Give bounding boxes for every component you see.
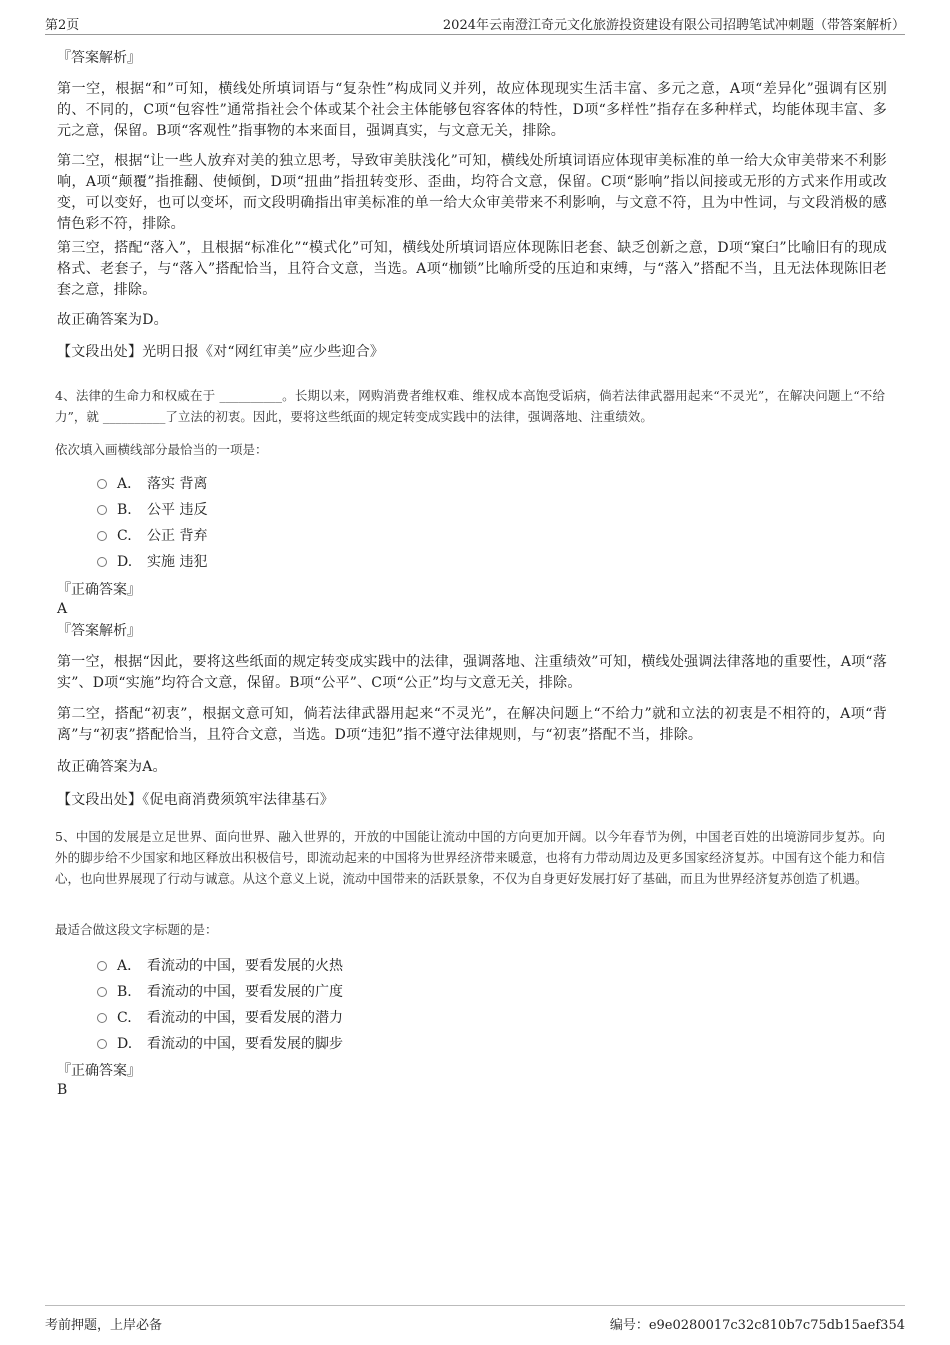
q3-analysis-p2: 第二空，根据“让一些人放弃对美的独立思考，导致审美肤浅化”可知，横线处所填词语应体现审美标准的单一给大众审美带来不利影响，A项“颠覆”指推翻、使倾倒，D项“扭曲”指扭转变形、歪曲，均符合文意，保留。C项“影响”指以间接或无形的方式来作用或改变，可以变好，也可以变坏，而文段明确指出审美标准的单一给大众审美带来不利影响，与文意不符，且为中性词，与文段消极的感情色彩不符，排除。 <box>57 153 887 232</box>
option-letter: D. <box>117 554 133 570</box>
q5-answer-heading: 『正确答案』 <box>57 1063 141 1079</box>
q4-source: 【文段出处】《促电商消费须筑牢法律基石》 <box>57 792 334 808</box>
q3-conclusion: 故正确答案为D。 <box>57 312 168 328</box>
q4-option-a[interactable] <box>97 474 207 494</box>
q5-question-text: 5、中国的发展是立足世界、面向世界、融入世界的，开放的中国能让流动中国的方向更加开阔。以今年春节为例，中国老百姓的出境游同步复苏。向外的脚步给不少国家和地区释放出积极信号，即流动起来的中国将为世界经济带来暖意，也将有力带动周边及更多国家经济复苏。中国有这个能力和信心，也向世界展现了行动与诚意。从这个意义上说，流动中国带来的活跃景象，不仅为自身更好发展打好了基础，而且为世界经济复苏创造了机遇。 <box>55 829 885 886</box>
option-text: 落实 背离 <box>147 476 208 492</box>
q4-analysis-p2: 第二空，搭配“初衷”，根据文意可知，倘若法律武器用起来“不灵光”，在解决问题上“不给力”就和立法的初衷是不相符的，A项“背离”与“初衷”搭配恰当，且符合文意，当选。D项“违犯”指不遵守法律规则，与“初衷”搭配不当，排除。 <box>57 706 887 743</box>
page-footer <box>45 1305 905 1332</box>
option-letter: A． <box>117 476 142 492</box>
q5-answer: B <box>57 1082 68 1098</box>
q4-option-b[interactable] <box>97 500 207 520</box>
option-text: 公平 违反 <box>147 502 208 518</box>
option-letter: B. <box>117 502 132 518</box>
q5-prompt: 最适合做这段文字标题的是： <box>55 922 218 937</box>
radio-icon[interactable] <box>97 531 107 541</box>
q4-answer-heading: 『正确答案』 <box>57 582 141 598</box>
radio-icon[interactable] <box>97 1013 107 1023</box>
radio-icon[interactable] <box>97 479 107 489</box>
q4-analysis-p1: 第一空，根据“因此，要将这些纸面的规定转变成实践中的法律，强调落地、注重绩效”可知，横线处强调法律落地的重要性，A项“落实”、D项“实施”均符合文意，保留。B项“公平”、C项“公正”均与文意无关，排除。 <box>57 654 887 691</box>
q4-prompt: 依次填入画横线部分最恰当的一项是： <box>55 442 268 457</box>
q4-option-d[interactable] <box>97 552 207 572</box>
radio-icon[interactable] <box>97 1039 107 1049</box>
radio-icon[interactable] <box>97 987 107 997</box>
q3-source: 【文段出处】光明日报《对“网红审美”应少些迎合》 <box>57 344 385 360</box>
q3-analysis-p3: 第三空，搭配“落入”，且根据“标准化”“模式化”可知，横线处所填词语应体现陈旧老套、缺乏创新之意，D项“窠臼”比喻旧有的现成格式、老套子，与“落入”搭配恰当，且符合文意，当选。A项“枷锁”比喻所受的压迫和束缚，与“落入”搭配不当，且无法体现陈旧老套之意，排除。 <box>57 240 887 298</box>
radio-icon[interactable] <box>97 961 107 971</box>
q5-option-d[interactable] <box>97 1034 343 1054</box>
q3-analysis-p1: 第一空，根据“和”可知，横线处所填词语与“复杂性”构成同义并列，故应体现现实生活丰富、多元之意，A项“差异化”强调有区别的、不同的，C项“包容性”通常指社会个体或某个社会主体能够包容客体的特性，D项“多样性”指存在多种样式，均能体现丰富、多元之意，保留。B项“客观性”指事物的本来面目，强调真实，与文意无关，排除。 <box>57 81 887 139</box>
option-text: 看流动的中国，要看发展的潜力 <box>147 1010 343 1026</box>
option-text: 公正 背弃 <box>147 528 208 544</box>
q4-conclusion: 故正确答案为A。 <box>57 759 167 775</box>
radio-icon[interactable] <box>97 505 107 515</box>
option-letter: A． <box>117 958 142 974</box>
q4-answer: A <box>57 601 68 617</box>
document-id: 编号：e9e0280017c32c810b7c75db15aef354 <box>609 1318 905 1333</box>
q4-option-c[interactable] <box>97 526 207 546</box>
q5-option-a[interactable] <box>97 956 343 976</box>
option-text: 看流动的中国，要看发展的火热 <box>147 958 343 974</box>
q3-analysis-heading: 『答案解析』 <box>57 50 141 66</box>
q4-analysis-heading: 『答案解析』 <box>57 623 141 639</box>
q5-option-b[interactable] <box>97 982 343 1002</box>
option-text: 看流动的中国，要看发展的广度 <box>147 984 343 1000</box>
q5-option-c[interactable] <box>97 1008 343 1028</box>
option-letter: C. <box>117 528 132 544</box>
page-header <box>45 14 905 35</box>
q4-question-text: 4、法律的生命力和权威在于 __________。长期以来，网购消费者维权难、维权成本高饱受诟病，倘若法律武器用起来“不灵光”，在解决问题上“不给力”，就 __________了立法的初衷。因此，要将这些纸面的规定转变成实践中的法律，强调落地、注重绩效。 <box>55 388 885 424</box>
option-letter: D. <box>117 1036 133 1052</box>
option-letter: C. <box>117 1010 132 1026</box>
footer-slogan: 考前押题，上岸必备 <box>45 1318 163 1333</box>
radio-icon[interactable] <box>97 557 107 567</box>
option-letter: B. <box>117 984 132 1000</box>
option-text: 看流动的中国，要看发展的脚步 <box>147 1036 343 1052</box>
page-number: 第2页 <box>45 18 80 33</box>
document-title: 2024年云南澄江奇元文化旅游投资建设有限公司招聘笔试冲刺题（带答案解析） <box>442 18 905 33</box>
option-text: 实施 违犯 <box>147 554 208 570</box>
